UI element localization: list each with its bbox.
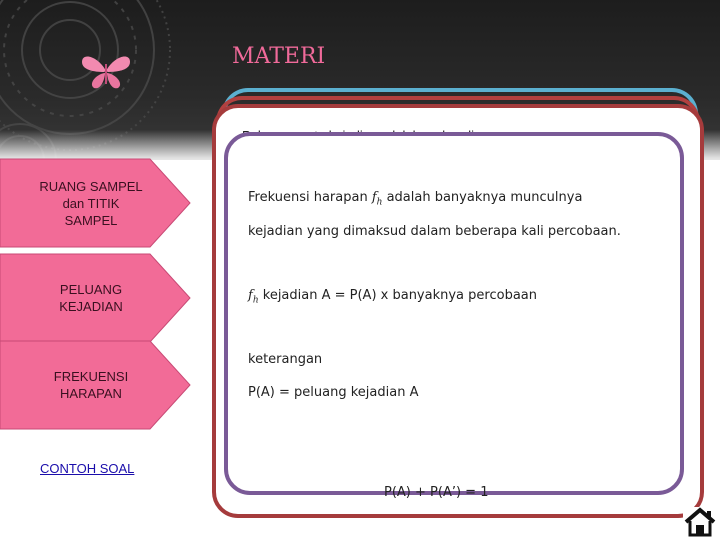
nav-label-peluang-kejadian: PELUANG KEJADIAN [59, 282, 123, 314]
pa-definition: P(A) = peluang kejadian A [248, 385, 419, 400]
fh-symbol: $f_h$ [371, 190, 383, 208]
slide-title: MATERI [232, 44, 326, 69]
nav-button-ruang-sampel[interactable] [0, 158, 192, 248]
nav-button-peluang-kejadian[interactable] [0, 253, 192, 343]
keterangan-heading: keterangan [248, 352, 323, 367]
frekuensi-definition-line1 [248, 190, 582, 208]
frekuensi-formula [248, 288, 537, 306]
complement-formula: P(A) + P(A’) = 1 [384, 485, 489, 500]
fh-symbol: $f_h$ [248, 288, 259, 306]
nav-label-frekuensi-harapan: FREKUENSI HARAPAN [53, 369, 129, 401]
contoh-soal-link[interactable]: CONTOH SOAL [40, 461, 135, 476]
home-icon[interactable] [683, 507, 717, 537]
content-panel [224, 132, 684, 495]
formula-text: kejadian A = P(A) x banyaknya percobaan [262, 288, 537, 303]
line1-post: adalah banyaknya munculnya [386, 190, 583, 205]
nav-label-ruang-sampel: RUANG SAMPEL dan TITIK SAMPEL [39, 178, 143, 228]
nav-button-frekuensi-harapan[interactable] [0, 340, 192, 430]
line1-pre: Frekuensi harapan [248, 190, 368, 205]
butterfly-icon [80, 52, 132, 90]
frekuensi-definition-line2: kejadian yang dimaksud dalam beberapa kali percobaan. [248, 224, 621, 239]
